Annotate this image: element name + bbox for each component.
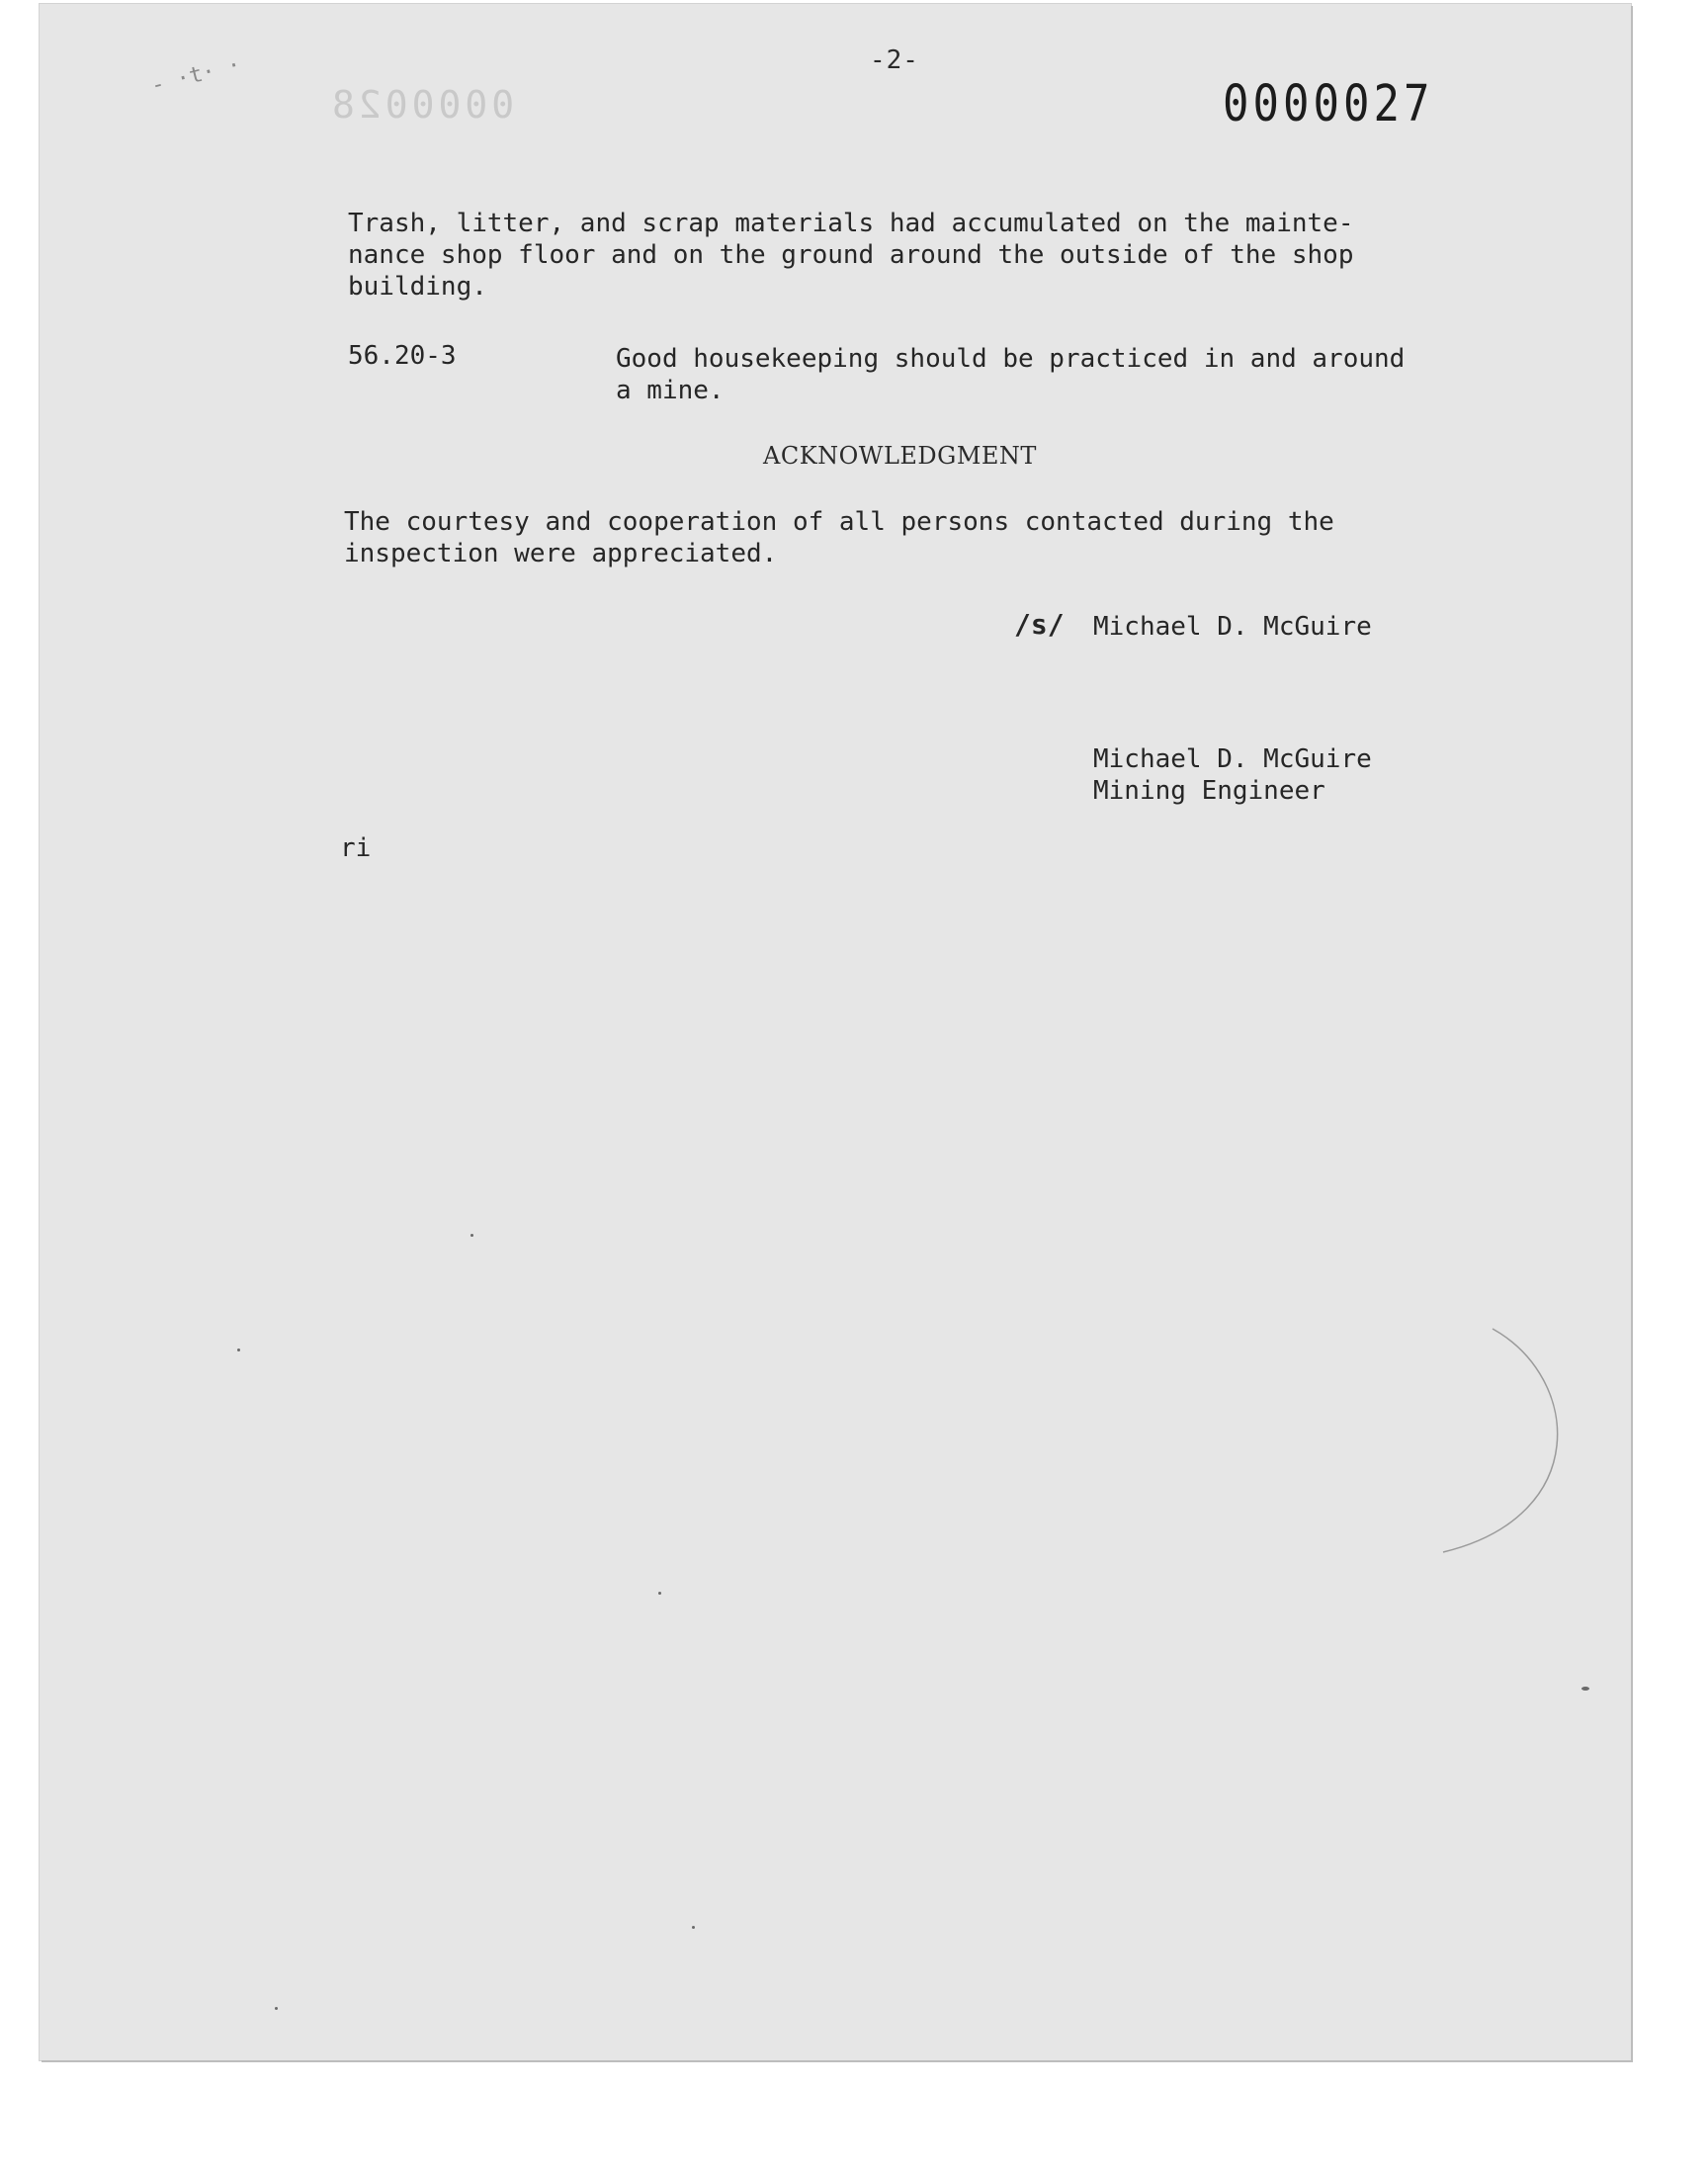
standard-code: 56.20-3	[348, 341, 457, 371]
typist-initials: ri	[340, 833, 372, 863]
paragraph-line: nance shop floor and on the ground around the outside of the shop	[348, 240, 1354, 270]
scan-speck	[237, 1348, 240, 1351]
scan-speck	[275, 2007, 278, 2010]
paragraph-line: Trash, litter, and scrap materials had accumulated on the mainte-	[348, 209, 1354, 238]
scan-speck	[658, 1592, 661, 1595]
acknowledgment-heading: ACKNOWLEDGMENT	[763, 442, 1037, 470]
signer-name: Michael D. McGuire	[1093, 744, 1372, 774]
bates-number: 0000027	[1223, 75, 1434, 133]
paragraph-acknowledgment	[344, 506, 1334, 569]
conformed-signature-name: Michael D. McGuire	[1093, 612, 1372, 642]
standard-line: Good housekeeping should be practiced in and around	[616, 344, 1406, 374]
scan-speck	[692, 1926, 695, 1929]
scan-speck	[1581, 1687, 1589, 1691]
paper-crease-mark	[1404, 1319, 1601, 1586]
paragraph-line: inspection were appreciated.	[344, 539, 778, 568]
signature-block	[1093, 743, 1372, 807]
paragraph-line: The courtesy and cooperation of all persons contacted during the	[344, 507, 1334, 537]
standard-line: a mine.	[616, 376, 725, 405]
scan-speck	[470, 1234, 473, 1237]
bates-number-bleedthrough: 0000028	[328, 83, 515, 127]
corner-handwritten-mark: - ·t· ·	[148, 52, 244, 99]
signer-title: Mining Engineer	[1093, 776, 1325, 806]
standard-text	[616, 343, 1405, 406]
page-number: -2-	[870, 45, 919, 75]
paragraph-line: building.	[348, 272, 487, 302]
document-page	[40, 4, 1631, 2060]
conformed-signature-mark: /s/	[1014, 608, 1065, 641]
paragraph-violation	[348, 208, 1353, 303]
